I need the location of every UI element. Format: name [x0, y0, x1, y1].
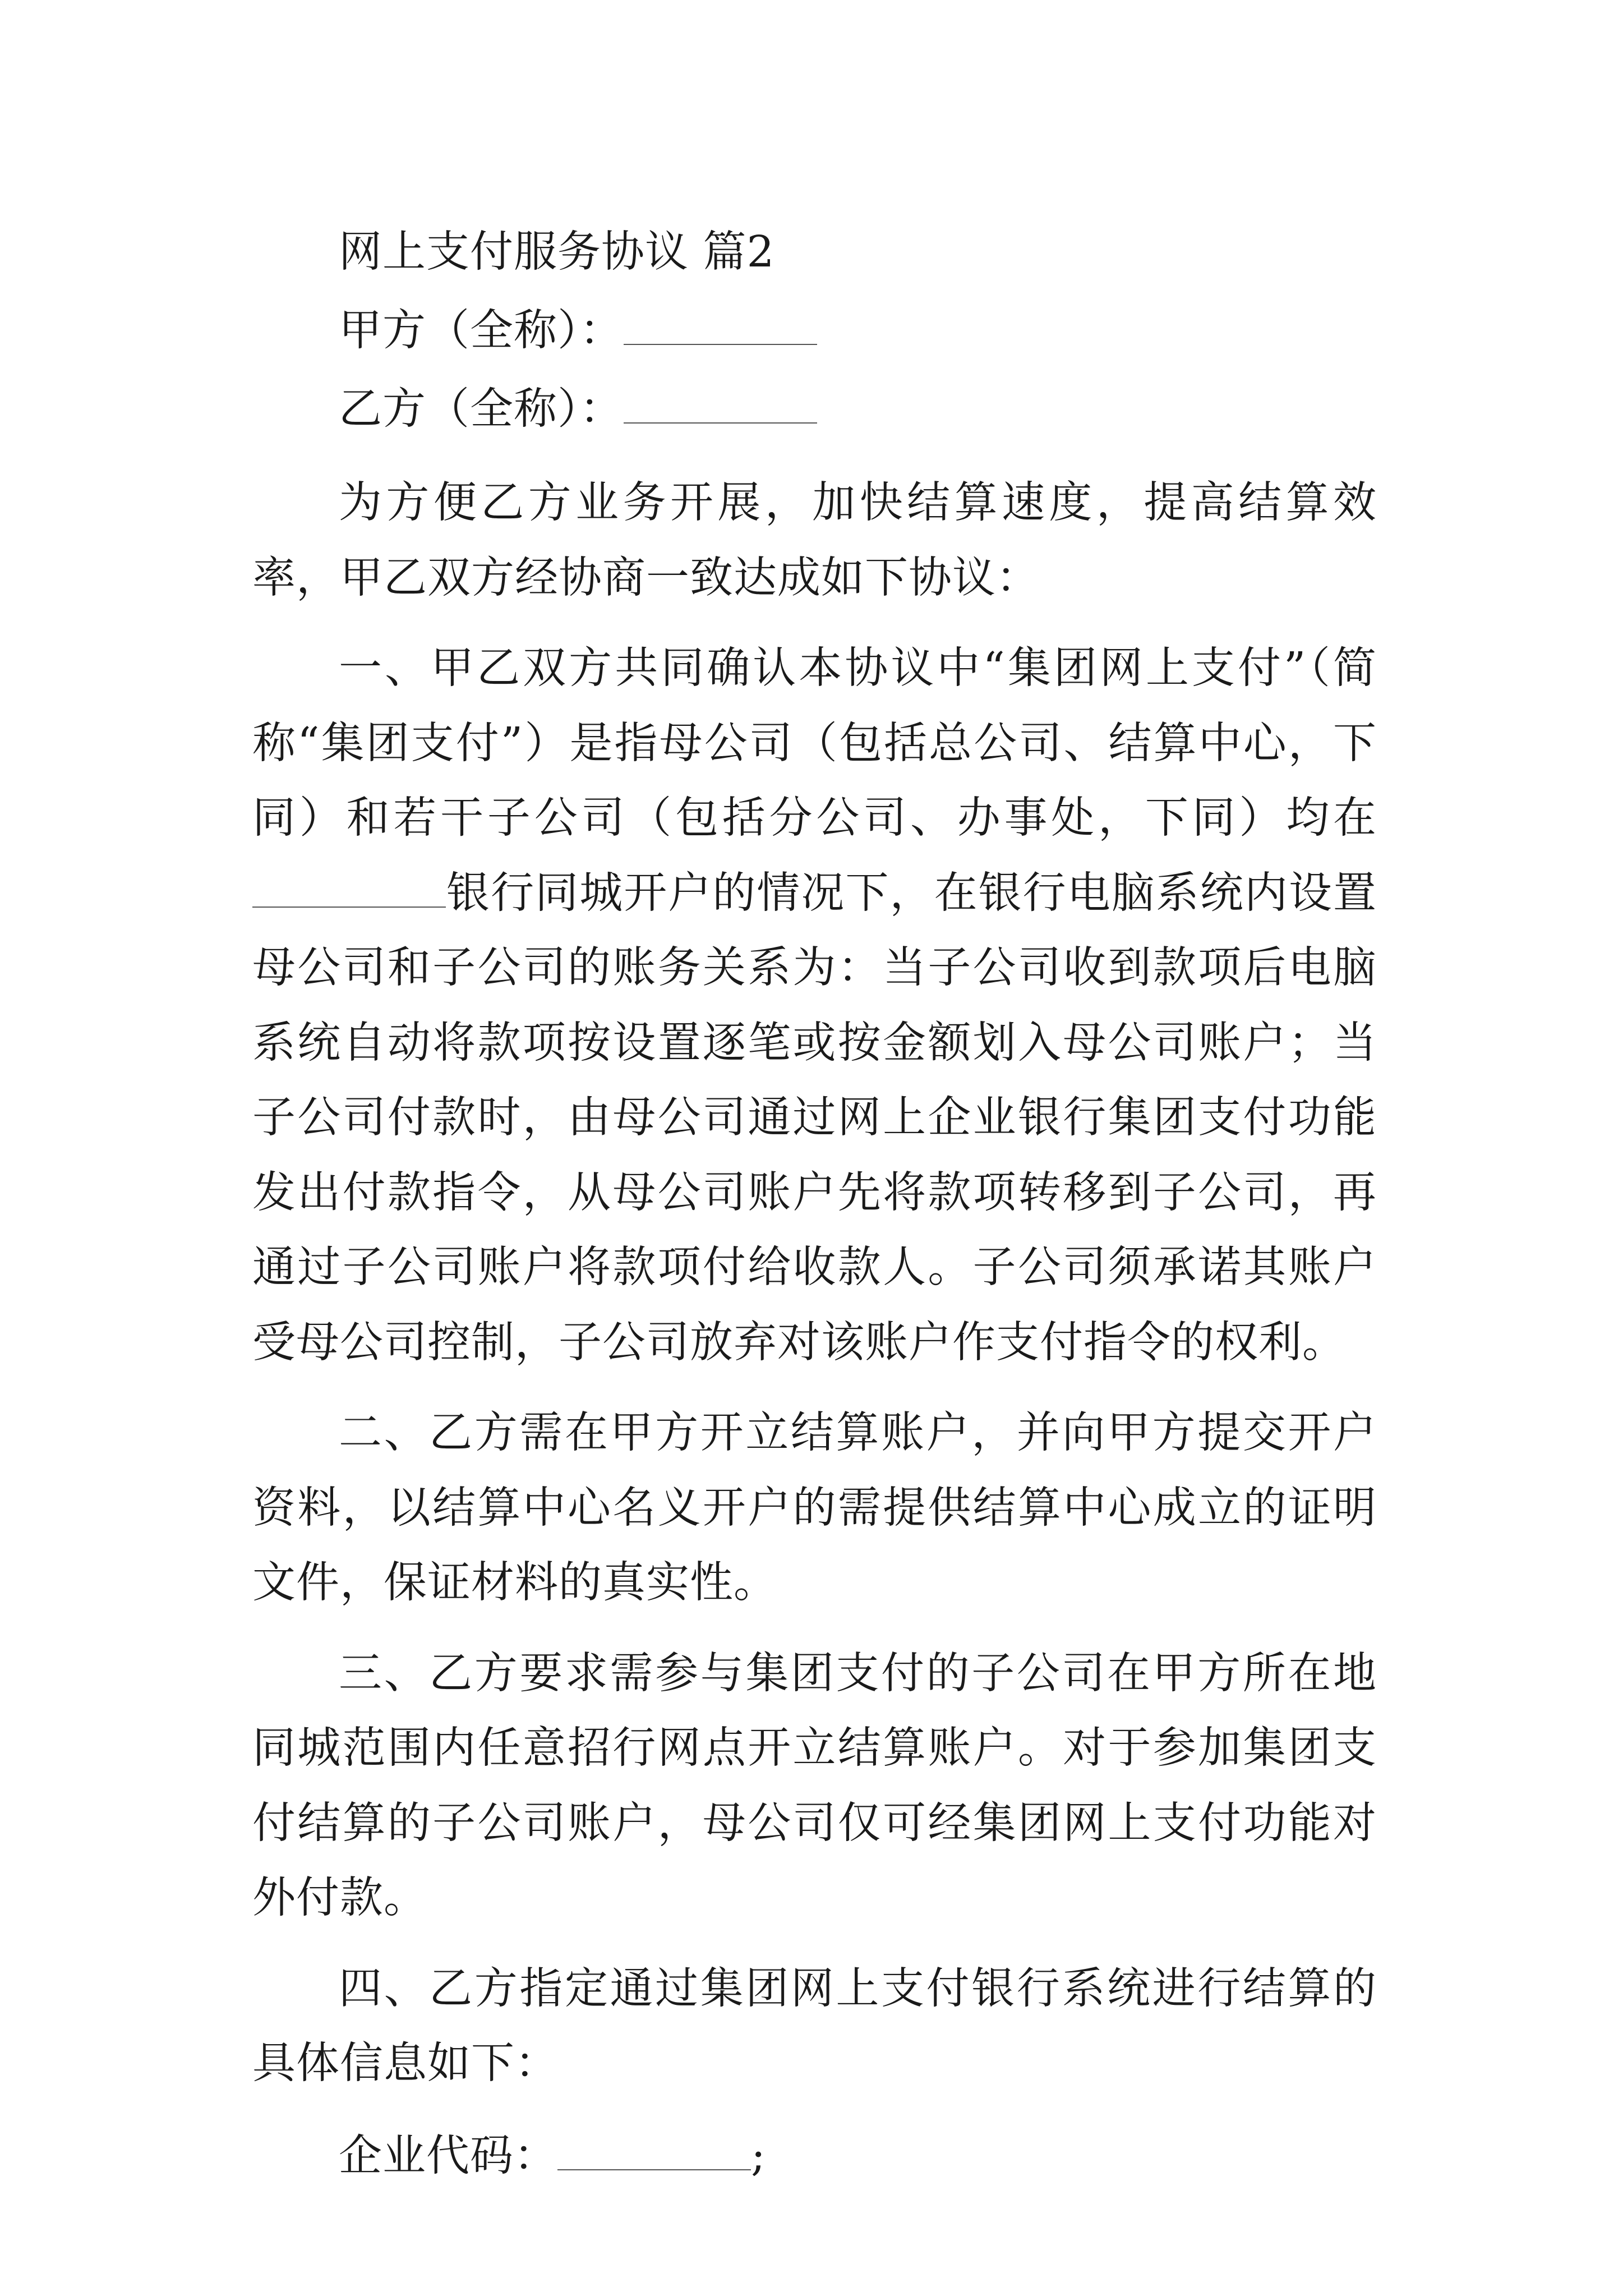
- enterprise-code-line: [252, 2117, 1377, 2196]
- clause-1: 一、甲乙双方共同确认本协议中“集团网上支付”（简称“集团支付”）是指母公司（包括总公司、结算中心，下同）和若干子公司（包括分公司、办事处，下同）均在银行同城开户的情况下，在银行电脑系统内设置母公司和子公司的账务关系为：当子公司收到款项后电脑系统自动将款项按设置逐笔或按金额划入母公司账户；当子公司付款时，由母公司通过网上企业银行集团支付功能发出付款指令，从母公司账户先将款项转移到子公司，再通过子公司账户将款项付给收款人。子公司须承诺其账户受母公司控制，子公司放弃对该账户作支付指令的权利。: [252, 643, 1377, 1368]
- enterprise-code-suffix: ;: [751, 2131, 766, 2181]
- party-a-label: 甲方（全称）：: [339, 306, 624, 356]
- party-a-line: [252, 292, 1377, 370]
- party-b-line: [252, 370, 1377, 449]
- enterprise-code-blank: [557, 2136, 751, 2170]
- clause-2: 二、乙方需在甲方开立结算账户，并向甲方提交开户资料，以结算中心名义开户的需提供结算中心成立的证明文件，保证材料的真实性。: [252, 1408, 1377, 1608]
- document-body: [252, 213, 1377, 2196]
- document-title: 网上支付服务协议 篇2: [339, 227, 775, 277]
- party-b-label: 乙方（全称）：: [339, 384, 624, 434]
- clause-4: 四、乙方指定通过集团网上支付银行系统进行结算的具体信息如下：: [252, 1963, 1377, 2088]
- party-a-blank: [624, 310, 817, 345]
- bank-name-blank: [252, 873, 446, 908]
- clause-3: 三、乙方要求需参与集团支付的子公司在甲方所在地同城范围内任意招行网点开立结算账户。对于参加集团支付结算的子公司账户，母公司仅可经集团网上支付功能对外付款。: [252, 1648, 1377, 1923]
- party-b-blank: [624, 389, 817, 424]
- intro-paragraph: 为方便乙方业务开展，加快结算速度，提高结算效率，甲乙双方经协商一致达成如下协议：: [252, 478, 1377, 603]
- enterprise-code-label: 企业代码：: [339, 2131, 557, 2181]
